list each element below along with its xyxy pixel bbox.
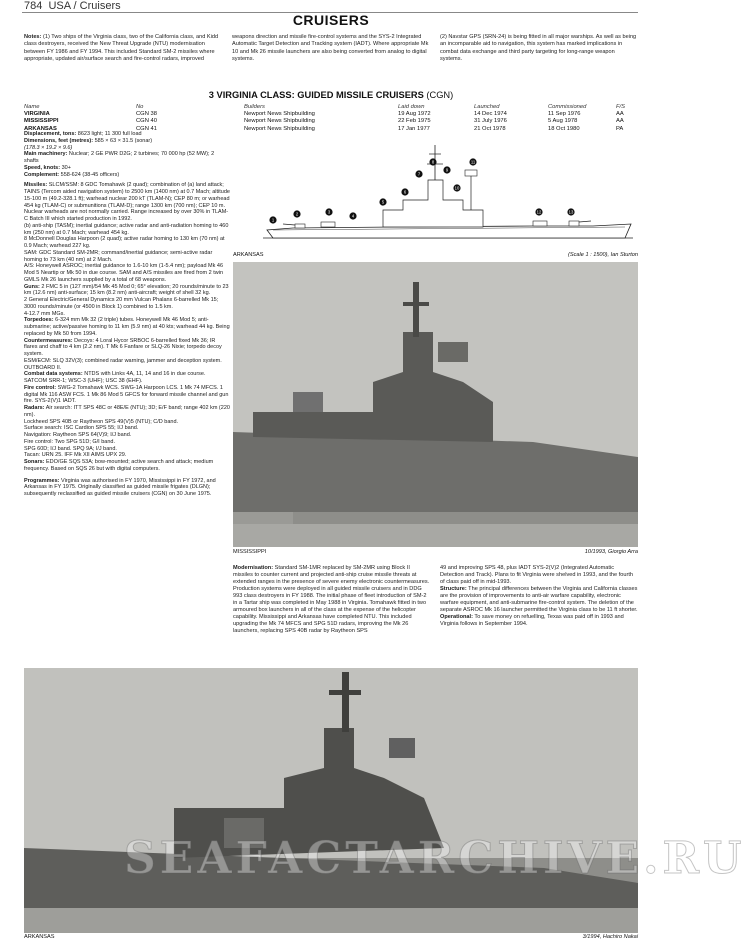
- running-head: [24, 0, 121, 12]
- ship-number: CGN 38: [136, 111, 157, 118]
- spec-missiles-b: (b) anti-ship (TASM); inertial guidance; active radar and anti-radiation homing to 460 km (250 nm) at 0.7 Mach; warhead 454 kg.: [24, 222, 229, 236]
- ship-commissioned: 18 Oct 1980: [548, 125, 580, 132]
- spec-radars-d: Navigation: Raytheon SPS 64(V)9; I/J band.: [24, 432, 132, 438]
- photo-mississippi-caption: [233, 549, 638, 557]
- ship-fs: AA: [616, 118, 624, 125]
- col-fs-header: F/S: [616, 104, 626, 110]
- ship-table: [24, 104, 638, 133]
- col-laid-down-header: Laid down: [398, 104, 425, 110]
- spec-combat-data: [24, 371, 230, 385]
- ship-laid-down: 17 Jan 1977: [398, 125, 430, 132]
- spec-displacement: [24, 131, 230, 138]
- spec-asw: A/S: Honeywell ASROC; inertial guidance to 1.6-10 km (1-5.4 nm); payload Mk 46 Mod 5 Neartip or Mk 50 in due course. SAM and A/S missiles are fired from 2 twin GMLS Mk 26 launchers supplied by a total of 68 weapons.: [24, 263, 224, 283]
- ship-fs: PA: [616, 125, 624, 132]
- ship-launched: 14 Dec 1974: [474, 111, 507, 118]
- spec-missiles-c: 8 McDonnell Douglas Harpoon (2 quad); active radar homing to 130 km (70 nm) at 0.9 Mach; warhead 227 kg.: [24, 236, 225, 249]
- operational-text: To save money on refuelling, Texas was paid off in 1993 and Virginia follows in September 1994.: [440, 614, 624, 628]
- photo-caption-ship: MISSISSIPPI: [233, 549, 267, 555]
- spec-label: Sonars:: [24, 459, 45, 465]
- ship-commissioned: 11 Sep 1976: [548, 111, 581, 118]
- photo-arkansas-caption: [24, 934, 638, 942]
- spec-value: NTDS with Links 4A, 11, 14 and 16 in due course. SATCOM SRR-1; WSC-3 (UHF); USC 38 (EHF).: [24, 371, 206, 384]
- callout-number: 7: [417, 171, 421, 177]
- aft-gun: [569, 221, 579, 226]
- spec-value: 558-624 (38-45 officers): [59, 171, 120, 178]
- ship-launched: 21 Oct 1978: [474, 125, 506, 132]
- spec-label: Countermeasures:: [24, 337, 73, 344]
- ship-table-header: [24, 104, 638, 111]
- structure-column: [440, 565, 638, 628]
- notes-label: Notes:: [24, 34, 42, 40]
- spec-label: Main machinery:: [24, 151, 68, 158]
- spec-guns: [24, 284, 230, 298]
- radar-array: [465, 170, 477, 176]
- col-launched-header: Launched: [474, 104, 500, 110]
- spec-machinery: [24, 151, 230, 165]
- forward-launcher: [321, 222, 335, 227]
- spec-radars: [24, 405, 230, 419]
- callout-number: 4: [351, 213, 355, 219]
- notes-column-3: (2) Navstar GPS (SRN-24) is being fitted in all major warships. As well as being an incomparable aid to navigation, this system has marked implications in combat data exchange and third party targeting for long-range weapon systems.: [440, 34, 637, 63]
- ship-name: MISSISSIPPI: [24, 118, 59, 125]
- ship-profile-svg: [233, 140, 638, 260]
- class-title: [0, 90, 662, 100]
- spec-programmes: [24, 478, 230, 498]
- spec-dimensions: [24, 138, 230, 152]
- spec-countermeasures: [24, 338, 230, 358]
- structure-label: Structure:: [440, 586, 467, 593]
- col-builders-header: Builders: [244, 104, 265, 110]
- ship-number: CGN 41: [136, 125, 157, 132]
- photo-caption-ship: ARKANSAS: [24, 934, 55, 940]
- notes-column-2: weapons direction and missile fire-control systems and the SYS-2 Integrated Automatic Target Detection and Tracking system (IADT). Where appropriate Mk 10 and Mk 26 missile launchers are also being converted from analog to digital systems.: [232, 34, 429, 63]
- ship-number: CGN 40: [136, 118, 157, 125]
- spec-missiles: [24, 182, 230, 223]
- spec-value: 6-324 mm Mk 32 (2 triple) tubes. Honeywell Mk 46 Mod 5; anti-submarine; active/passive homing to 11 km (5.9 nm) at 40 kts; warhead 44 kg. Being replaced by Mk 50 from 1994.: [24, 317, 230, 337]
- ship-profile-drawing: [233, 140, 638, 260]
- spec-value: SWG-2 Tomahawk WCS. SWG-1A Harpoon LCS. 1 Mk 74 MFCS. 1 digital Mk 116 ASW FCS. 1 Mk 86 Mod 5 GFCS for forward missile channel and gun fire. SYS-2(V)1 IADT.: [24, 384, 229, 405]
- specifications-column: [24, 131, 230, 498]
- gun-barrel: [283, 224, 295, 225]
- spec-radars-b: Lockheed SPS 40B or Raytheon SPS 49(V)5 (NTU); C/D band.: [24, 418, 179, 425]
- ship-builder: Newport News Shipbuilding: [244, 125, 315, 132]
- ship-name: ARKANSAS: [24, 125, 57, 132]
- callout-number: 9: [445, 167, 449, 173]
- gun-barrel: [579, 221, 591, 222]
- col-name-header: Name: [24, 104, 40, 110]
- aft-launcher: [533, 221, 547, 226]
- spec-sam: SAM: GDC Standard SM-2MR; command/inertial guidance; semi-active radar homing to 73 km (40 nm) at 2 Mach.: [24, 249, 213, 263]
- spec-value: 585 × 63 × 31.5 (sonar): [93, 137, 153, 144]
- spec-label: Guns:: [24, 283, 40, 290]
- class-title-main: 3 VIRGINIA CLASS: GUIDED MISSILE CRUISERS: [208, 90, 424, 100]
- spec-value: 30+: [60, 164, 71, 171]
- callout-number: 3: [327, 209, 331, 215]
- forward-gun: [295, 224, 305, 228]
- spec-torpedoes: [24, 317, 230, 337]
- spec-value: EDO/GE SQS 53A; bow-mounted; active search and attack; medium frequency. Based on SQS 26 but with digital computers.: [24, 459, 214, 472]
- callout-number: 11: [470, 159, 476, 165]
- drawing-caption-ship: ARKANSAS: [233, 252, 264, 258]
- spec-value: Virginia was authorised in FY 1970, Mississippi in FY 1972, and Arkansas in FY 1975. Originally classified as guided missile frigates (DLGN); subsequently reclassified as guided missile cruisers (CGN) on 30 June 1975.: [24, 477, 216, 497]
- spec-label: Fire control:: [24, 384, 57, 391]
- operational-label: Operational:: [440, 614, 473, 621]
- col-commissioned-header: Commissioned: [548, 104, 587, 110]
- spec-tacan: Tacan: URN 25. IFF Mk XII AIMS UPX 29.: [24, 452, 127, 459]
- section-title: CRUISERS: [292, 12, 370, 28]
- callout-number: 1: [271, 217, 275, 223]
- spec-value: Air search: ITT SPS 48C or 48E/E (NTU); 3D; E/F band; range 402 km (220 nm).: [24, 405, 230, 418]
- spec-speed: [24, 165, 230, 172]
- spec-label: Programmes:: [24, 477, 60, 484]
- structure-paragraph: [440, 586, 638, 614]
- photo-caption-credit: 10/1993, Giorgio Arra: [584, 549, 638, 555]
- spec-label: Complement:: [24, 171, 60, 178]
- photo-arkansas: [24, 668, 745, 933]
- ship-name: VIRGINIA: [24, 111, 50, 118]
- spec-value: 2 FMC 5 in (127 mm)/54 Mk 45 Mod 0; 65° elevation; 20 rounds/minute to 23 km (12.6 nm) anti-surface; 15 km (8.2 nm) anti-aircraft; weight of shell 32 kg.: [24, 283, 229, 297]
- spec-guns-b: 2 General Electric/General Dynamics 20 mm Vulcan Phalanx 6-barrelled Mk 15; 3000 rounds/minute (or 4500 in Block 1) combined to 1.5 km.: [24, 297, 219, 310]
- ship-builder: Newport News Shipbuilding: [244, 118, 315, 125]
- spec-radars-e: Fire control: Two SPG 51D; G/I band.: [24, 438, 115, 445]
- spec-sonars: [24, 459, 230, 473]
- structure-text: The principal differences between the Virginia and California classes are the provision of improvements to anti-air warfare capability, electronic warfare equipment, and anti-submarine fire-control system. The deletion of the separate ASROC Mk 16 launcher permitted the Virginia class to be 11 ft shorter.: [440, 586, 638, 614]
- ship-laid-down: 19 Aug 1972: [398, 111, 431, 118]
- callout-number: 2: [295, 211, 299, 217]
- spec-label: Speed, knots:: [24, 164, 61, 171]
- photo-arkansas-art: [24, 668, 638, 933]
- photo-mississippi-art: [233, 262, 638, 547]
- ship-launched: 31 July 1976: [474, 118, 507, 125]
- running-head-text: USA / Cruisers: [48, 0, 121, 12]
- callout-number: 8: [431, 159, 435, 165]
- callout-number: 6: [403, 189, 407, 195]
- spec-label: Missiles:: [24, 182, 48, 189]
- table-row: [24, 111, 638, 118]
- ship-commissioned: 5 Aug 1978: [548, 118, 578, 125]
- spec-fire-control: [24, 385, 230, 405]
- notes-column-1: [24, 34, 222, 64]
- ship-laid-down: 22 Feb 1975: [398, 118, 431, 125]
- class-title-tail: (CGN): [423, 90, 454, 100]
- spec-esm: ESM/ECM: SLQ 32V(3); combined radar warning, jammer and deception system. OUTBOARD II.: [24, 357, 222, 371]
- photo-caption-credit: 3/1994, Hachiro Nakai: [582, 934, 638, 940]
- spec-guns-c: 4-12.7 mm MGs.: [24, 310, 65, 317]
- spec-radars-f: SPG 60D; I/J band. SPQ 9A; I/J band.: [24, 445, 117, 452]
- drawing-caption-credit: (Scale 1 : 1500), Ian Sturton: [568, 252, 638, 258]
- spec-value: SLCM/SSM: 8 GDC Tomahawk (2 quad); combination of (a) land attack; TAINS (Tercom aided navigation system) to 2500 km (1400 nm) at 0.7 Mach; altitude 15-100 m (49.2-328.1 ft); warhead nuclear 200 kT (TLAM-N); CEP 80 m; or warhead 454 kg (TLAM-C) or submunitions (TLAM-D); range 1300 km (700 nm); CEP 10 m. Nuclear warheads are not normally carried. Range increased by over 30% in TLAM-C Batch III which started production in 1992.: [24, 182, 230, 222]
- spec-value: 8623 light; 11 300 full load: [76, 131, 142, 137]
- spec-label: Displacement, tons:: [24, 131, 77, 137]
- photo-mississippi: [233, 262, 638, 547]
- ship-builder: Newport News Shipbuilding: [244, 111, 315, 118]
- col-no-header: No: [136, 104, 144, 110]
- callout-number: 5: [381, 199, 385, 205]
- spec-label: Combat data systems:: [24, 371, 83, 378]
- callout-number: 12: [536, 209, 542, 215]
- modernisation-text: Standard SM-1MR replaced by SM-2MR using Block II missiles to counter current and projected anti-ship cruise missile threats at extended ranges in the presence of severe enemy electronic countermeasures. Production systems were deployed in all guided missile cruisers and in DDG 993 class destroyers in FY 1988. The initial phase of fleet introduction of SM-2 in a Tartar ship was completed in May 1988 in Virginia. Tomahawk fitted in two armoured box launchers in all of the class at the expense of the helicopter capability. Mississippi and Arkansas have completed NTU. This included upgrading the Mk 74 MFCS and SPG 51D radars, improving the Mk 26 launchers, replacing SPS 40B radar by Raytheon SPS: [233, 565, 430, 635]
- modernisation-column: [233, 565, 431, 635]
- spec-value: Decoys: 4 Loral Hycor SRBOC 6-barrelled fixed Mk 36; IR flares and chaff to 4 km (2.2 nm). T Mk 6 Fanfare or SLQ-26 Nixie; torpedo decoy system.: [24, 337, 222, 357]
- spec-label: Radars:: [24, 405, 45, 411]
- page-number: 784: [24, 0, 43, 12]
- callout-number: 13: [568, 209, 574, 215]
- drawing-caption: [233, 252, 638, 260]
- spec-value: Nuclear; 2 GE PWR D2G; 2 turbines; 70 000 hp (52 MW); 2 shafts: [24, 151, 215, 164]
- table-row: [24, 118, 638, 125]
- notes-text-1: (1) Two ships of the Virginia class, two of the California class, and Kidd class destroyers, received the New Threat Upgrade (NTU) modernisation between FY 1986 and FY 1994. This included Standard SM-2 missiles where appropriate, updated air/surface search and fire-control radars, improved: [24, 34, 219, 63]
- spec-label: Torpedoes:: [24, 317, 54, 324]
- watermark: SEAFACTARCHIVE.RU: [124, 833, 745, 884]
- spec-label: Dimensions, feet (metres):: [24, 137, 94, 144]
- spec-radars-c: Surface search: ISC Cardion SPS 55; I/J band.: [24, 425, 139, 432]
- spec-value: (178.3 × 19.2 × 9.6): [24, 144, 73, 151]
- spec-complement: [24, 172, 230, 179]
- operational-paragraph: [440, 614, 638, 628]
- callout-number: 10: [454, 185, 460, 191]
- superstructure: [383, 180, 483, 227]
- modernisation-label: Modernisation:: [233, 565, 274, 571]
- ship-fs: AA: [616, 111, 624, 118]
- modernisation-continued: 49 and improving SPS 48, plus IADT SYS-2(V)2 (Integrated Automatic Detection and Track). Plans to fit Virginia were shelved in 1993, and the fourth of class paid off in mid-1993.: [440, 565, 633, 586]
